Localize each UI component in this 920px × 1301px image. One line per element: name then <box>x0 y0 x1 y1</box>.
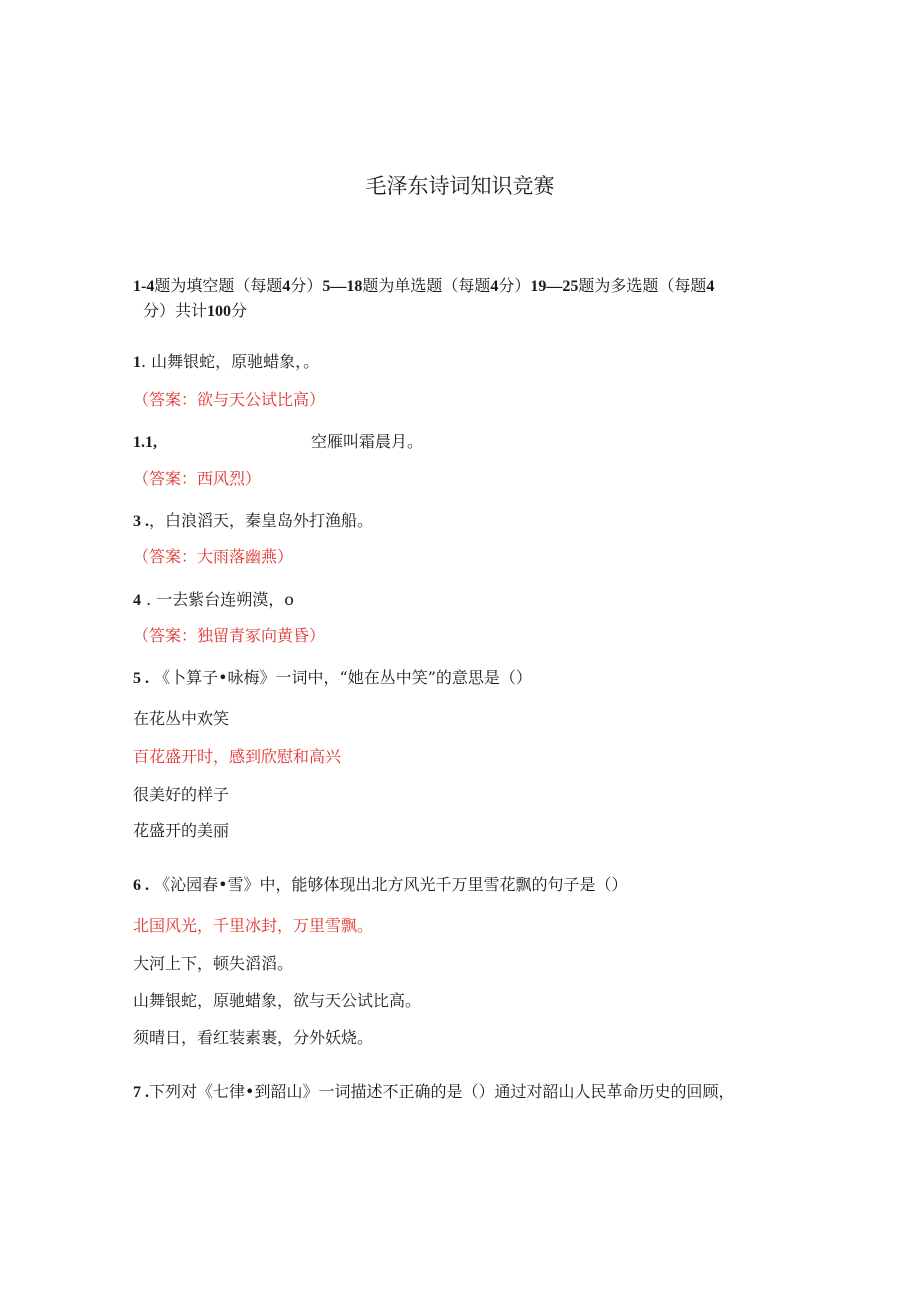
q5-option: 花盛开的美丽 <box>133 821 230 840</box>
question-2: 1.1, 空雁叫霜晨月。 <box>133 432 424 451</box>
q5-option: 在花丛中欢笑 <box>133 709 230 728</box>
question-3: 3 .，白浪滔天，秦皇岛外打渔船。 <box>133 511 374 530</box>
answer-3: （答案：大雨落幽燕） <box>133 547 294 566</box>
question-5: 5 . 《卜算子•咏梅》一词中，“她在丛中笑”的意思是（） <box>133 668 532 687</box>
q5-option: 很美好的样子 <box>133 785 230 804</box>
answer-2: （答案：西风烈） <box>133 469 262 488</box>
answer-4: （答案：独留青冢向黄昏） <box>133 626 326 645</box>
document-title: 毛泽东诗词知识竞赛 <box>365 174 555 198</box>
q5-option-correct: 百花盛开时，感到欣慰和高兴 <box>133 747 342 766</box>
question-7: 7 .下列对《七律•到韶山》一词描述不正确的是（）通过对韶山人民革命历史的回顾， <box>133 1082 735 1101</box>
instructions-line-2: 分）共计100分 <box>143 301 248 320</box>
q6-option: 大河上下，顿失滔滔。 <box>133 954 294 973</box>
q6-option-correct: 北国风光，千里冰封，万里雪飘。 <box>133 916 374 935</box>
question-6: 6 . 《沁园春•雪》中，能够体现出北方风光千万里雪花飘的句子是（） <box>133 875 628 894</box>
question-1: 1. 山舞银蛇，原驰蜡象，。 <box>133 352 320 371</box>
answer-1: （答案：欲与天公试比高） <box>133 390 326 409</box>
q6-option: 须晴日，看红装素裹，分外妖烧。 <box>133 1028 374 1047</box>
question-4: 4 . 一去紫台连朔漠，o <box>133 590 294 609</box>
q6-option: 山舞银蛇，原驰蜡象，欲与天公试比高。 <box>133 991 422 1010</box>
instructions <box>133 274 793 324</box>
instructions-line-1: 1-4题为填空题（每题4分）5—18题为单选题（每题4分）19—25题为多选题（每题4 <box>133 276 715 295</box>
